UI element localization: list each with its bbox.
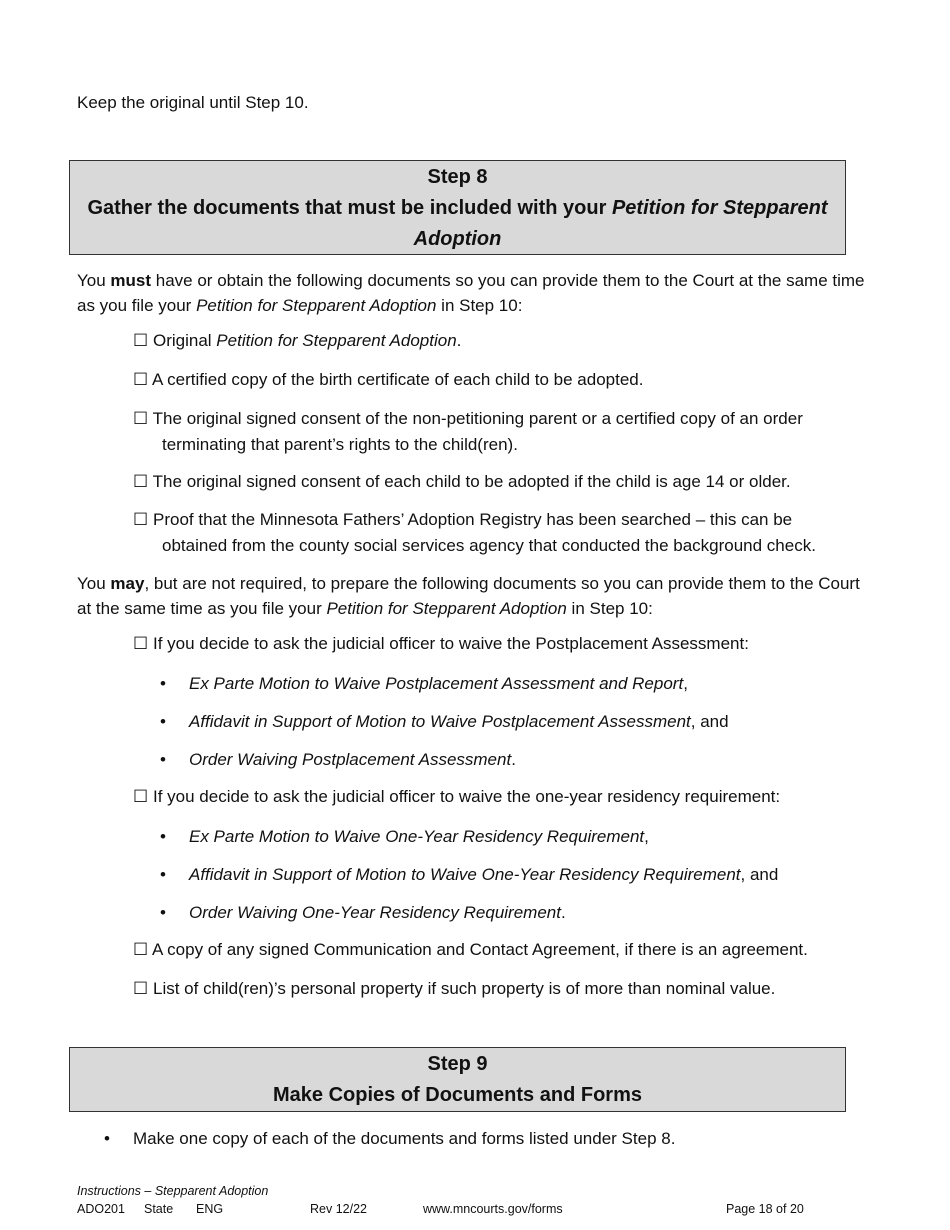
- checkbox-icon[interactable]: ☐: [133, 472, 149, 491]
- footer-url[interactable]: www.mncourts.gov/forms: [423, 1202, 563, 1216]
- checkbox-icon[interactable]: ☐: [133, 787, 149, 806]
- checklist-item-personal-property[interactable]: ☐ List of child(ren)’s personal property if such property is of more than nominal value.: [133, 979, 776, 998]
- bullet-icon: •: [160, 865, 166, 884]
- intro-line: Keep the original until Step 10.: [77, 93, 309, 112]
- checkbox-icon[interactable]: ☐: [133, 510, 149, 529]
- bullet-icon: •: [160, 712, 166, 731]
- footer-state: State: [144, 1202, 174, 1216]
- checklist-item-contact-agreement[interactable]: ☐ A copy of any signed Communication and Contact Agreement, if there is an agreement.: [133, 940, 808, 959]
- step-9-header: [69, 1047, 846, 1112]
- step-8-header: [69, 160, 846, 255]
- checkbox-icon[interactable]: ☐: [133, 979, 149, 998]
- checklist-item-birth-certificate[interactable]: ☐ A certified copy of the birth certificate of each child to be adopted.: [133, 370, 644, 389]
- step-9-number: Step 9: [427, 1053, 488, 1075]
- checklist-item-registry[interactable]: ☐ Proof that the Minnesota Fathers’ Adoption Registry has been searched – this can be obtained from the county social services agency that conducted the background check.: [133, 510, 816, 555]
- checklist-item-child-consent[interactable]: ☐ The original signed consent of each child to be adopted if the child is age 14 or older.: [133, 472, 791, 491]
- footer-language: ENG: [196, 1202, 224, 1216]
- checklist-item-waive-postplacement[interactable]: ☐ If you decide to ask the judicial officer to waive the Postplacement Assessment:: [133, 634, 749, 653]
- bullet-icon: •: [160, 674, 166, 693]
- bullet-icon: •: [160, 750, 166, 769]
- checkbox-icon[interactable]: ☐: [133, 940, 149, 959]
- bullet-icon: •: [104, 1129, 110, 1148]
- checklist-item-petition[interactable]: ☐ Original Petition for Stepparent Adoption.: [133, 331, 462, 350]
- checkbox-icon[interactable]: ☐: [133, 331, 149, 350]
- step-8-title: Gather the documents that must be included with your Petition for Stepparent Adoption: [87, 197, 828, 250]
- checkbox-icon[interactable]: ☐: [133, 409, 149, 428]
- checklist-item-parent-consent[interactable]: ☐ The original signed consent of the non-petitioning parent or a certified copy of an order terminating that parent’s rights to the child(ren).: [133, 409, 803, 454]
- step-9-instruction: Make one copy of each of the documents and forms listed under Step 8.: [133, 1129, 676, 1148]
- footer-title: Instructions – Stepparent Adoption: [77, 1184, 269, 1198]
- footer-revision: Rev 12/22: [310, 1202, 367, 1216]
- checkbox-icon[interactable]: ☐: [133, 634, 149, 653]
- checkbox-icon[interactable]: ☐: [133, 370, 149, 389]
- footer-form-code: ADO201: [77, 1202, 125, 1216]
- must-paragraph: You must have or obtain the following documents so you can provide them to the Court at the same time as you file your Petition for Stepparent Adoption in Step 10:: [77, 271, 865, 315]
- bullet-icon: •: [160, 903, 166, 922]
- bullet-icon: •: [160, 827, 166, 846]
- checklist-item-waive-residency[interactable]: ☐ If you decide to ask the judicial officer to waive the one-year residency requirement:: [133, 787, 781, 806]
- step-8-number: Step 8: [427, 166, 488, 188]
- may-paragraph: You may, but are not required, to prepare the following documents so you can provide them to the Court at the same time as you file your Petition for Stepparent Adoption in Step 10:: [77, 574, 860, 618]
- footer-page-number: Page 18 of 20: [726, 1202, 804, 1216]
- step-9-title: Make Copies of Documents and Forms: [273, 1084, 642, 1106]
